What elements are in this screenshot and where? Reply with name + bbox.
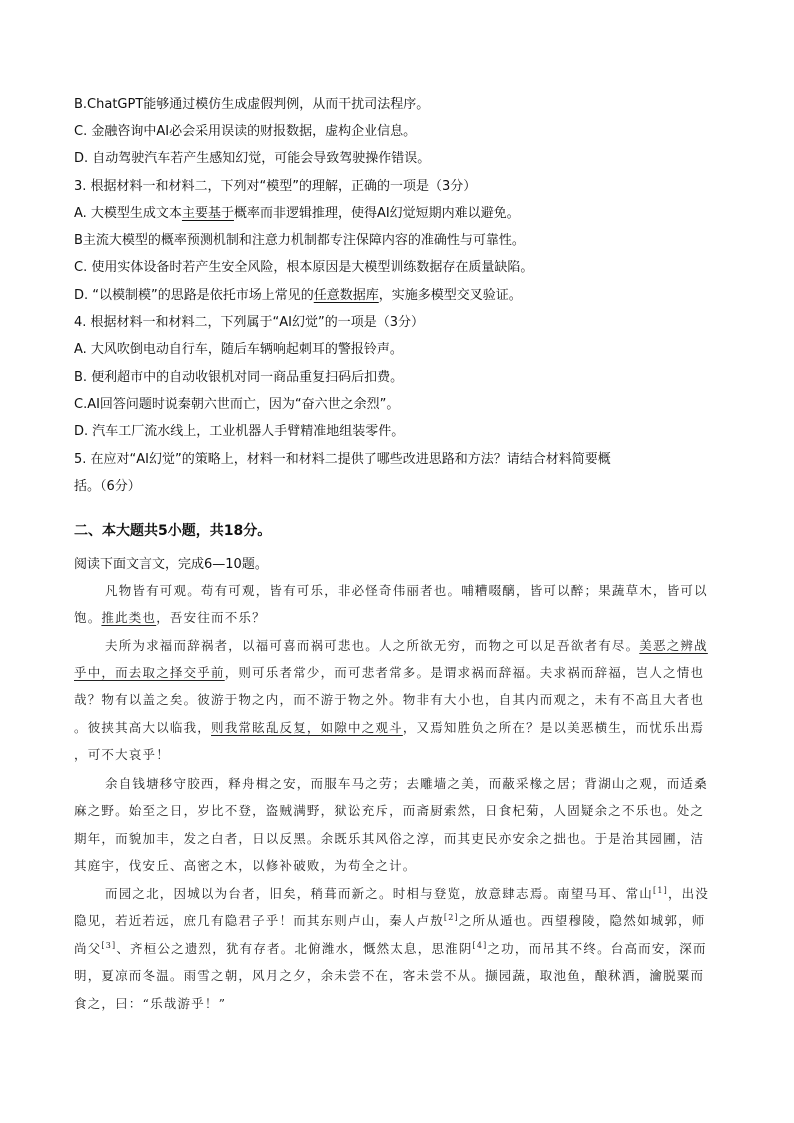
passage-p4-line2 bbox=[74, 907, 734, 935]
underlined-text: 美恶之辨战 bbox=[639, 638, 708, 653]
text: A. 大模型生成文本 bbox=[74, 206, 182, 221]
text: ，实施多模型交叉验证。 bbox=[378, 288, 522, 303]
q2-option-c: C. 金融咨询中AI必会采用误读的财报数据，虚构企业信息。 bbox=[74, 124, 417, 139]
passage-p2-line3: 哉？物有以盖之矣。彼游于物之内，而不游于物之外。物非有大小也，自其内而观之，未有不高且大者也 bbox=[74, 692, 705, 707]
passage-p2-line5: ，可不大哀乎！ bbox=[74, 747, 170, 762]
passage-p2-line2 bbox=[74, 659, 734, 687]
passage-p4-line3 bbox=[74, 935, 734, 963]
q4-stem: 4. 根据材料一和材料二，下列属于“AI幻觉”的一项是（3分） bbox=[74, 315, 425, 330]
section-heading: 二、本大题共5小题，共18分。 bbox=[74, 523, 272, 539]
q3-option-b: B主流大模型的概率预测机制和注意力机制都专注保障内容的准确性与可靠性。 bbox=[74, 233, 525, 248]
footnote-ref: [1] bbox=[653, 885, 668, 895]
underlined-text: 任意数据库 bbox=[313, 288, 379, 303]
passage-p4-line4: 明，夏凉而冬温。雨雪之朝，风月之夕，余未尝不在，客未尝不从。撷园蔬，取池鱼，酿秫酒，瀹脱粟而 bbox=[74, 968, 705, 983]
passage-p1-line1: 凡物皆有可观。苟有可观，皆有可乐，非必怪奇伟丽者也。哺糟啜醨，皆可以醉；果蔬草木，皆可以 bbox=[105, 583, 708, 598]
q2-option-d: D. 自动驾驶汽车若产生感知幻觉，可能会导致驾驶操作错误。 bbox=[74, 151, 431, 166]
text: ，出没 bbox=[667, 886, 710, 901]
text: 。彼挟其高大以临我， bbox=[74, 720, 212, 735]
text: D. “以模制模”的思路是依托市场上常见的 bbox=[74, 288, 314, 303]
q4-option-a: A. 大风吹倒电动自行车，随后车辆响起刺耳的警报铃声。 bbox=[74, 342, 403, 357]
q3-option-d bbox=[74, 287, 734, 305]
passage-p3-line4: 其庭宇，伐安丘、高密之木，以修补破败，为苟全之计。 bbox=[74, 858, 417, 873]
passage-p4-line1 bbox=[105, 880, 734, 908]
passage-p2-line4 bbox=[74, 714, 734, 742]
text: 而园之北，因城以为台者，旧矣，稍葺而新之。时相与登览，放意肆志焉。南望马耳、常山 bbox=[105, 886, 654, 901]
text: 夫所为求福而辞祸者，以福可喜而祸可悲也。人之所欲无穷，而物之可以足吾欲者有尽。 bbox=[105, 638, 640, 653]
q4-option-d: D. 汽车工厂流水线上，工业机器人手臂精准地组装零件。 bbox=[74, 424, 405, 439]
underlined-text: 乎中，而去取之择交乎前 bbox=[74, 665, 225, 680]
passage-p1-line2 bbox=[74, 604, 734, 632]
passage-p3-line3: 期年，而貌加丰，发之白者，日以反黑。余既乐其风俗之淳，而其吏民亦安余之拙也。于是治其园圃，洁 bbox=[74, 831, 705, 846]
footnote-ref: [4] bbox=[472, 940, 488, 950]
q2-option-b: B.ChatGPT能够通过模仿生成虚假判例，从而干扰司法程序。 bbox=[74, 97, 430, 112]
q5-stem-line2: 括。（6分） bbox=[74, 479, 141, 494]
underlined-text: 主要基于 bbox=[181, 206, 234, 221]
footnote-ref: [2] bbox=[443, 912, 459, 922]
q3-option-c: C. 使用实体设备时若产生安全风险，根本原因是大模型训练数据存在质量缺陷。 bbox=[74, 260, 534, 275]
footnote-ref: [3] bbox=[101, 940, 117, 950]
q4-option-b: B. 便利超市中的自动收银机对同一商品重复扫码后扣费。 bbox=[74, 370, 404, 385]
q3-stem: 3. 根据材料一和材料二，下列对“模型”的理解，正确的一项是（3分） bbox=[74, 179, 477, 194]
passage-p3-line2: 麻之野。始至之日，岁比不登，盗贼满野，狱讼充斥，而斋厨索然，日食杞菊，人固疑余之不乐也。处之 bbox=[74, 803, 705, 818]
passage-p3-line1: 余自钱塘移守胶西，释舟楫之安，而服车马之劳；去雕墙之美，而蔽采椽之居；背湖山之观，而适桑 bbox=[105, 776, 708, 791]
text: ，吾安往而不乐？ bbox=[156, 610, 266, 625]
underlined-text: 则我常眩乱反复，如隙中之观斗 bbox=[211, 720, 403, 735]
text: 隐见，若近若远，庶几有隐君子乎！而其东则卢山，秦人卢敖 bbox=[74, 913, 444, 928]
q4-option-c: C.AI回答问题时说秦朝六世而亡，因为“奋六世之余烈”。 bbox=[74, 397, 400, 412]
q3-option-a bbox=[74, 205, 734, 223]
section-instruction: 阅读下面文言文，完成6—10题。 bbox=[74, 557, 268, 572]
text: 之所从遁也。西望穆陵，隐然如城郭，师 bbox=[458, 913, 706, 928]
underlined-text: 推此类也 bbox=[101, 610, 157, 625]
text: 之功，而吊其不终。台高而安，深而 bbox=[487, 941, 707, 956]
text: 概率而非逻辑推理，使得AI幻觉短期内难以避免。 bbox=[233, 206, 520, 221]
text: 、齐桓公之遗烈，犹有存者。北俯潍水，慨然太息，思淮阴 bbox=[116, 941, 473, 956]
q5-stem-line1: 5. 在应对“AI幻觉”的策略上，材料一和材料二提供了哪些改进思路和方法？请结合材料简要概 bbox=[74, 452, 611, 467]
text: 尚父 bbox=[74, 941, 102, 956]
text: 饱。 bbox=[74, 610, 102, 625]
passage-p2-line1 bbox=[105, 632, 734, 660]
text: ，又焉知胜负之所在？是以美恶横生，而忧乐出焉 bbox=[402, 720, 705, 735]
passage-p4-line5: 食之，曰：“乐哉游乎！” bbox=[74, 996, 227, 1011]
text: ，则可乐者常少，而可悲者常多。是谓求祸而辞福。夫求祸而辞福，岂人之情也 bbox=[224, 665, 705, 680]
